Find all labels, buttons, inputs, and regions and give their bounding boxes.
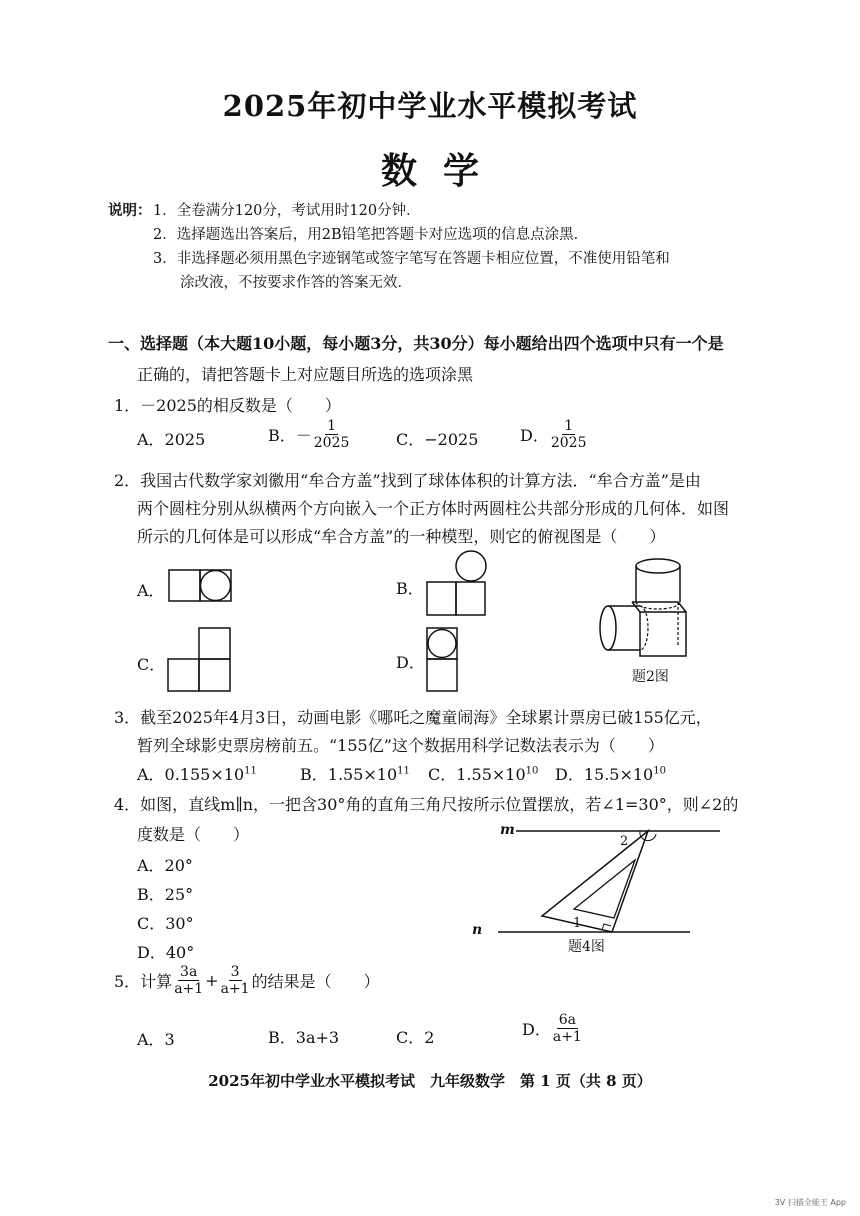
q2-option-b-figure bbox=[426, 550, 488, 618]
q2-solid-figure bbox=[596, 554, 696, 666]
q5-stem bbox=[114, 964, 380, 997]
note-3-cont: 涂改液，不按要求作答的答案无效． bbox=[180, 275, 412, 291]
q5-option-a: A．3 bbox=[137, 1030, 175, 1049]
q3-option-a bbox=[137, 762, 257, 785]
q5-option-d bbox=[522, 1012, 584, 1045]
q3-option-c bbox=[428, 762, 538, 785]
fraction-numerator: 1 bbox=[564, 418, 574, 434]
q1-option-d-fraction bbox=[549, 418, 589, 451]
q3-option-d bbox=[555, 762, 666, 785]
fraction-numerator: 3 bbox=[230, 964, 240, 980]
q1-option-b-prefix: B．－ bbox=[268, 426, 312, 445]
scanner-watermark: 3V 扫描全能王 App bbox=[774, 1198, 846, 1207]
fraction-denominator: a+1 bbox=[552, 1029, 582, 1045]
q4-line-1: 4．如图，直线m∥n，一把含30°角的直角三角尺按所示位置摆放，若∠1=30°，则∠2的 bbox=[114, 795, 739, 814]
fraction-denominator: a+1 bbox=[174, 981, 204, 997]
q3-option-b-base: B．1.55×10 bbox=[300, 765, 398, 784]
q3-line-2: 暂列全球影史票房榜前五。“155亿”这个数据用科学记数法表示为（ ） bbox=[137, 736, 664, 755]
q2-line-1: 2．我国古代数学家刘徽用“牟合方盖”找到了球体体积的计算方法．“牟合方盖”是由 bbox=[114, 471, 701, 490]
section1-heading-cont: 正确的，请把答题卡上对应题目所选的选项涂黑 bbox=[137, 365, 474, 384]
q5-fraction-2 bbox=[219, 964, 252, 997]
q2-figure-caption: 题2图 bbox=[632, 669, 669, 685]
q2-option-c-label: C． bbox=[137, 655, 166, 674]
q3-option-b bbox=[300, 762, 410, 785]
fraction-denominator: 2025 bbox=[313, 435, 350, 451]
q2-option-d-figure bbox=[426, 626, 462, 694]
fraction-numerator: 6a bbox=[558, 1012, 576, 1028]
q3-option-d-exponent: 10 bbox=[653, 765, 666, 777]
q3-option-a-exponent: 11 bbox=[244, 765, 257, 777]
q4-option-d: D．40° bbox=[137, 943, 195, 962]
q5-option-d-fraction bbox=[551, 1012, 584, 1045]
q3-option-a-base: A．0.155×10 bbox=[137, 765, 245, 784]
q3-line-1: 3．截至2025年4月3日，动画电影《哪吒之魔童闹海》全球累计票房已破155亿元， bbox=[114, 708, 712, 727]
q3-option-c-exponent: 10 bbox=[525, 765, 539, 777]
note-2: 2．选择题选出答案后，用2B铅笔把答题卡对应选项的信息点涂黑． bbox=[153, 227, 589, 243]
q1-option-d bbox=[520, 418, 588, 451]
q5-plus: + bbox=[205, 971, 219, 990]
q4-line-2: 度数是（ ） bbox=[137, 825, 250, 844]
q2-option-a-figure bbox=[168, 568, 234, 604]
fraction-denominator: a+1 bbox=[220, 981, 250, 997]
q2-option-d-label: D． bbox=[396, 653, 425, 672]
q5-suffix: 的结果是（ ） bbox=[251, 972, 380, 991]
q4-option-a: A．20° bbox=[137, 856, 193, 875]
q4-figure-caption: 题4图 bbox=[568, 939, 605, 955]
q2-line-3: 所示的几何体是可以形成“牟合方盖”的一种模型，则它的俯视图是（ ） bbox=[137, 527, 666, 546]
q1-option-b-fraction bbox=[312, 418, 352, 451]
exam-title: 2025年初中学业水平模拟考试 bbox=[222, 89, 638, 123]
notes-label: 说明： bbox=[108, 202, 152, 219]
subject-title: 数学 bbox=[380, 150, 505, 192]
q4-angle-2-label: 2 bbox=[620, 834, 629, 849]
fraction-numerator: 1 bbox=[327, 418, 337, 434]
q4-label-m: m bbox=[500, 822, 515, 838]
q5-option-d-prefix: D． bbox=[522, 1020, 551, 1039]
q5-prefix: 5．计算 bbox=[114, 972, 173, 991]
q2-line-2: 两个圆柱分别从纵横两个方向嵌入一个正方体时两圆柱公共部分形成的几何体．如图 bbox=[137, 499, 730, 518]
q1-option-d-prefix: D． bbox=[520, 426, 549, 445]
q2-option-c-figure bbox=[167, 626, 233, 694]
q1-option-b bbox=[268, 418, 351, 451]
q4-angle-1-label: 1 bbox=[573, 916, 582, 931]
q3-option-d-base: D．15.5×10 bbox=[555, 765, 654, 784]
q4-figure bbox=[498, 822, 728, 934]
fraction-denominator: 2025 bbox=[550, 435, 587, 451]
q4-option-c: C．30° bbox=[137, 914, 194, 933]
q2-option-a-label: A． bbox=[137, 581, 165, 600]
q5-option-b: B．3a+3 bbox=[268, 1028, 340, 1047]
fraction-numerator: 3a bbox=[180, 964, 198, 980]
q3-option-b-exponent: 11 bbox=[397, 765, 410, 777]
q5-fraction-1 bbox=[172, 964, 205, 997]
q4-option-b: B．25° bbox=[137, 885, 194, 904]
section1-heading: 一、选择题（本大题10小题，每小题3分，共30分）每小题给出四个选项中只有一个是 bbox=[108, 334, 724, 353]
note-3: 3．非选择题必须用黑色字迹钢笔或签字笔写在答题卡相应位置，不准使用铅笔和 bbox=[153, 251, 670, 267]
q1-option-a: A．2025 bbox=[137, 430, 206, 449]
q1-stem: 1．－2025的相反数是（ ） bbox=[114, 396, 341, 415]
q3-option-c-base: C．1.55×10 bbox=[428, 765, 526, 784]
q1-option-c: C．−2025 bbox=[396, 430, 479, 449]
q2-option-b-label: B． bbox=[396, 579, 424, 598]
q4-label-n: n bbox=[472, 922, 483, 938]
page-footer: 2025年初中学业水平模拟考试 九年级数学 第 1 页（共 8 页） bbox=[208, 1072, 652, 1090]
note-1: 1．全卷满分120分，考试用时120分钟． bbox=[153, 203, 421, 219]
q5-option-c: C．2 bbox=[396, 1028, 435, 1047]
